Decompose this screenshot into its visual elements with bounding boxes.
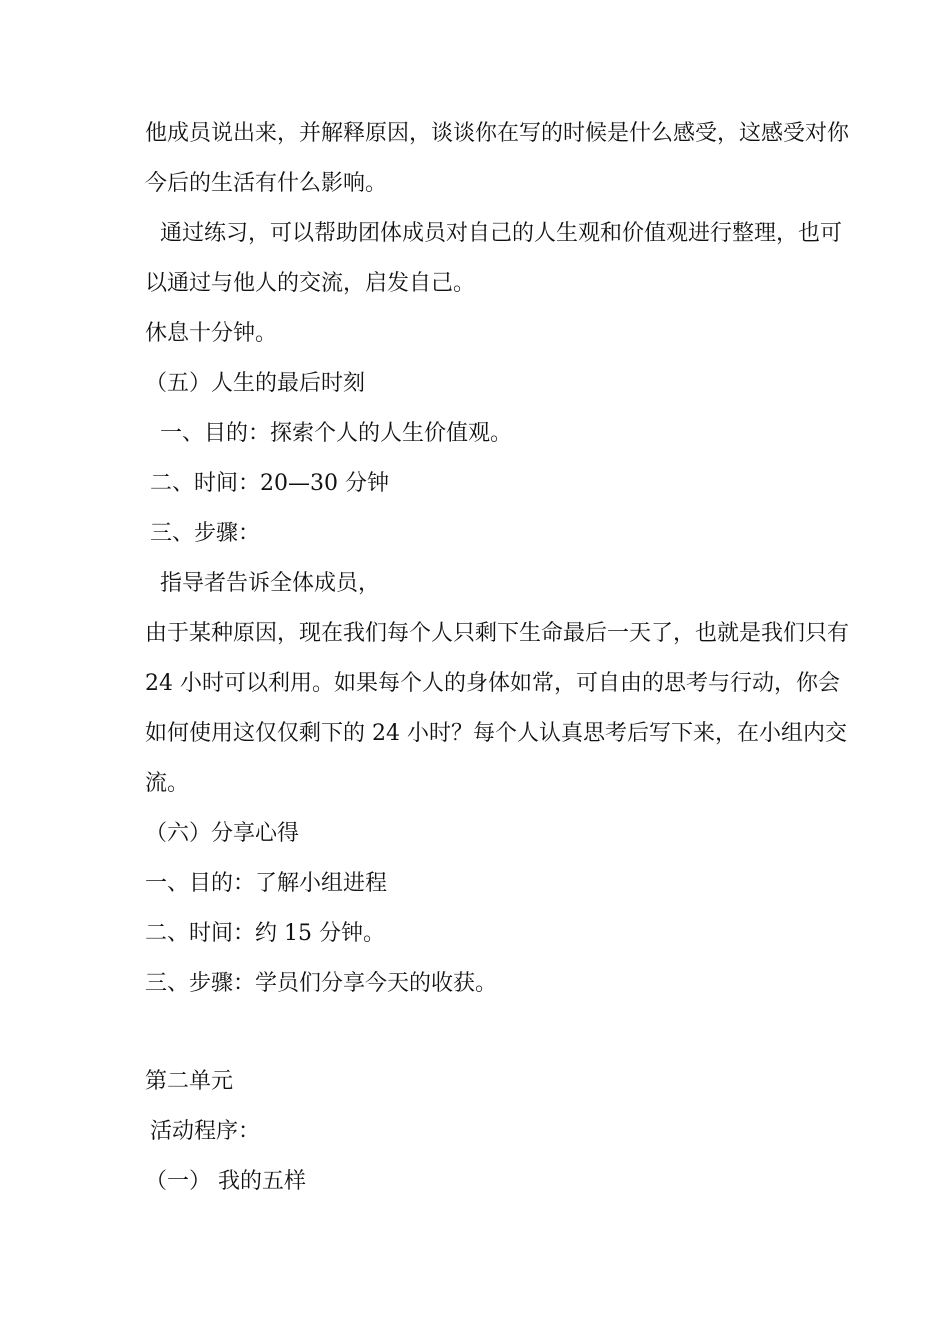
list-item: 一、目的：探索个人的人生价值观。 <box>160 421 513 446</box>
section-heading: （五）人生的最后时刻 <box>145 371 366 396</box>
list-item: 三、步骤： <box>150 521 261 546</box>
paragraph-line: 指导者告诉全体成员， <box>160 571 381 596</box>
list-item: 二、时间：20—30 分钟 <box>150 471 389 496</box>
section-heading: （一） 我的五样 <box>145 1169 306 1194</box>
paragraph-line: 通过练习，可以帮助团体成员对自己的人生观和价值观进行整理，也可 <box>160 221 843 246</box>
paragraph-line: 流。 <box>145 771 190 796</box>
paragraph-line: 以通过与他人的交流，启发自己。 <box>145 271 476 296</box>
list-item: 三、步骤：学员们分享今天的收获。 <box>145 971 498 996</box>
paragraph-line: 休息十分钟。 <box>145 321 278 346</box>
paragraph-line: 活动程序： <box>150 1119 261 1144</box>
paragraph-line: 如何使用这仅仅剩下的 24 小时？每个人认真思考后写下来，在小组内交 <box>145 721 847 746</box>
paragraph-line: 他成员说出来，并解释原因，谈谈你在写的时候是什么感受，这感受对你 <box>145 121 850 146</box>
paragraph-line: 今后的生活有什么影响。 <box>145 171 388 196</box>
list-item: 二、时间：约 15 分钟。 <box>145 921 385 946</box>
paragraph-line: 24 小时可以利用。如果每个人的身体如常，可自由的思考与行动，你会 <box>145 671 840 696</box>
unit-heading: 第二单元 <box>145 1069 234 1094</box>
paragraph-line: 由于某种原因，现在我们每个人只剩下生命最后一天了，也就是我们只有 <box>145 621 850 646</box>
list-item: 一、目的：了解小组进程 <box>145 871 388 896</box>
section-heading: （六）分享心得 <box>145 821 300 846</box>
